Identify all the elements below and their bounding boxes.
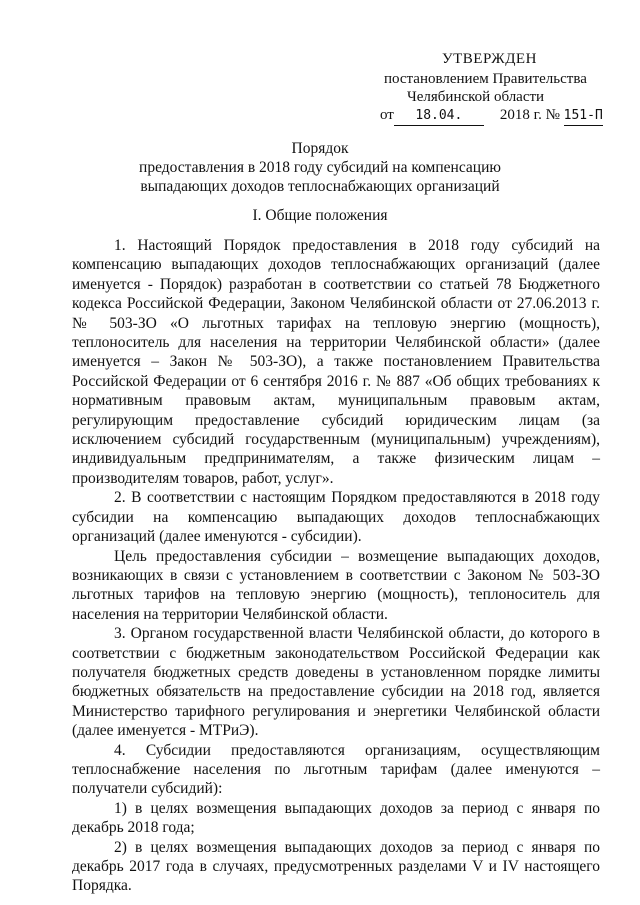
paragraph-3: 3. Органом государственной власти Челябинской области, до которого в соответствии с бюджетным законодательством Российской Федерации как получателя бюджетных средств доведены в установленном порядке лимиты бюджетных обязательств на предоставление субсидии на 2018 год, является Министерство тарифного регулирования и энергетики Челябинской области (далее именуется - МТРиЭ). [72, 625, 600, 740]
approval-line-region: Челябинской области [407, 89, 545, 105]
paragraph-purpose: Цель предоставления субсидии – возмещение выпадающих доходов, возникающих в связи с установлением в соответствии с Законом № 503-ЗО льготных тарифов на тепловую энергию (мощность), теплоноситель для населения на территории Челябинской области. [72, 547, 600, 623]
document-title: Порядок [291, 140, 349, 157]
paragraph-4-item-1: 1) в целях возмещения выпадающих доходов за период с января по декабрь 2018 года; [72, 799, 600, 837]
paragraph-4: 4. Субсидии предоставляются организациям, осуществляющим теплоснабжение населения по льготным тарифам (далее именуются – получатели субсидий): [72, 741, 600, 798]
year-number-label: 2018 г. № [499, 107, 560, 123]
handwritten-number: 151-П [563, 108, 603, 123]
section-heading: I. Общие положения [252, 207, 388, 224]
date-prefix: от [380, 107, 394, 123]
document-subtitle-line2: выпадающих доходов теплоснабжающих организаций [140, 178, 500, 195]
paragraph-2: 2. В соответствии с настоящим Порядком предоставляются в 2018 году субсидии на компенсацию выпадающих доходов теплоснабжающих организаций (далее именуются - субсидии). [72, 489, 600, 546]
approval-line-resolution: постановлением Правительства [384, 71, 587, 87]
approval-date-line [380, 106, 603, 126]
document-body [72, 236, 600, 896]
number-field [564, 106, 603, 126]
paragraph-1: 1. Настоящий Порядок предоставления в 2018 году субсидий на компенсацию выпадающих доходов теплоснабжающих организаций (далее именуется - Порядок) разработан в соответствии со статьей 78 Бюджетного кодекса Российской Федерации, Законом Челябинской области от 27.06.2013 г. № 503-ЗО «О льготных тарифах на тепловую энергию (мощность), теплоноситель для населения на территории Челябинской области» (далее именуется – Закон № 503-ЗО), а также постановлением Правительства Российской Федерации от 6 сентября 2016 г. № 887 «Об общих требованиях к нормативным правовым актам, муниципальным правовым актам, регулирующим предоставление субсидий юридическим лицам (за исключением субсидий государственным (муниципальным) учреждениям), индивидуальным предпринимателям, а также физическим лицам – производителям товаров, работ, услуг». [72, 237, 600, 487]
document-subtitle-line1: предоставления в 2018 году субсидий на компенсацию [139, 159, 501, 176]
paragraph-4-item-2: 2) в целях возмещения выпадающих доходов за период с января по декабрь 2017 года в случаях, предусмотренных разделами V и IV настоящего Порядка. [72, 838, 600, 895]
handwritten-date: 18.04. [415, 108, 463, 123]
approval-title: УТВЕРЖДЕН [442, 51, 537, 67]
date-field [394, 106, 484, 126]
